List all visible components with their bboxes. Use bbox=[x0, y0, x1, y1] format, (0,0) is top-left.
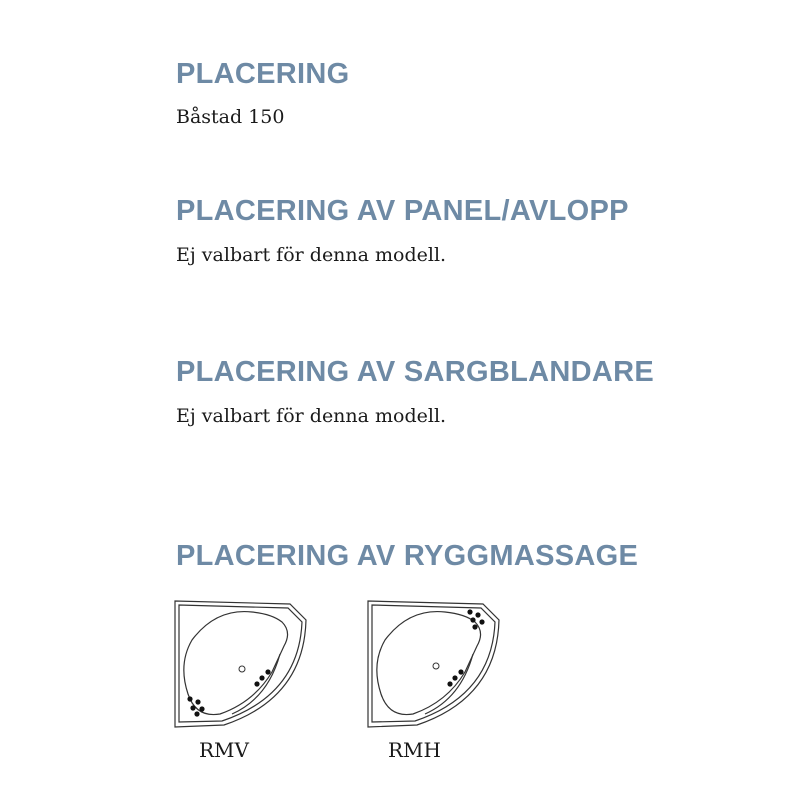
placement-value: Båstad 150 bbox=[176, 106, 285, 128]
placement-title: PLACERING bbox=[176, 58, 350, 90]
panel-drain-note: Ej valbart för denna modell. bbox=[176, 244, 447, 266]
corner-bathtub-massage-right-icon[interactable] bbox=[365, 598, 503, 730]
back-massage-title: PLACERING AV RYGGMASSAGE bbox=[176, 540, 639, 572]
tub-option-label-rmh: RMH bbox=[388, 738, 441, 762]
rim-mixer-title: PLACERING AV SARGBLANDARE bbox=[176, 356, 654, 388]
corner-bathtub-massage-left-icon[interactable] bbox=[172, 598, 310, 730]
rim-mixer-note: Ej valbart för denna modell. bbox=[176, 405, 447, 427]
panel-drain-title: PLACERING AV PANEL/AVLOPP bbox=[176, 195, 629, 227]
tub-option-label-rmv: RMV bbox=[199, 738, 249, 762]
